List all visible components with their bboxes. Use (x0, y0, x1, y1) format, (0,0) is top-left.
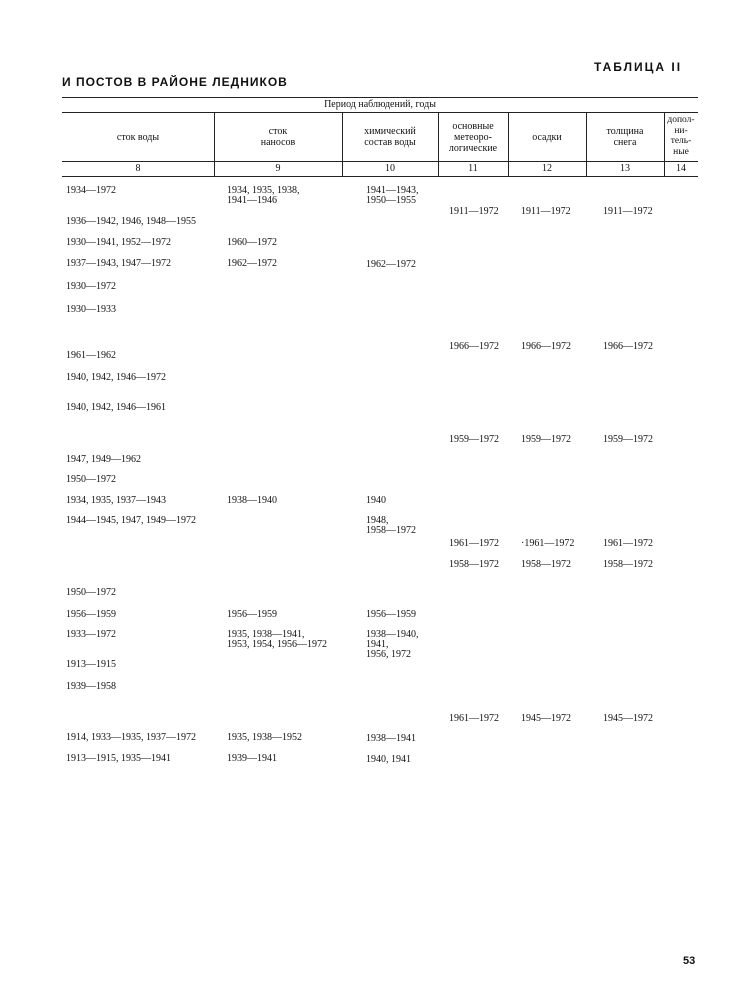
table-cell: 1938—1941 (366, 733, 416, 744)
table-cell: 1911—1972 (449, 206, 499, 217)
table-cell: 1933—1972 (66, 629, 116, 640)
column-number: 12 (542, 163, 552, 174)
table-cell: 1945—1972 (603, 713, 653, 724)
table-cell: 1934—1972 (66, 185, 116, 196)
column-header: химический состав воды (364, 126, 416, 148)
table-cell: 1940, 1941 (366, 754, 411, 765)
column-header: осадки (532, 131, 562, 143)
table-cell: 1958—1972 (449, 559, 499, 570)
table-cell: 1940 (366, 495, 386, 506)
table-cell: 1945—1972 (521, 713, 571, 724)
table-cell: 1937—1943, 1947—1972 (66, 258, 171, 269)
group-header: Период наблюдений, годы (324, 99, 436, 110)
table-cell: 1940, 1942, 1946—1972 (66, 372, 166, 383)
column-number: 11 (468, 163, 478, 174)
column-number: 10 (385, 163, 395, 174)
column-number: 8 (135, 163, 141, 174)
page-number: 53 (683, 955, 696, 967)
table-cell: 1930—1972 (66, 281, 116, 292)
table-cell: 1959—1972 (603, 434, 653, 445)
table-cell: 1911—1972 (521, 206, 571, 217)
table-cell: 1950—1972 (66, 474, 116, 485)
table-label: ТАБЛИЦА II (594, 60, 683, 74)
table-cell: 1939—1958 (66, 681, 116, 692)
table-cell: 1938—1940 (227, 495, 277, 506)
table-cell: 1966—1972 (603, 341, 653, 352)
table-cell: 1962—1972 (366, 259, 416, 270)
table-cell: 1911—1972 (603, 206, 653, 217)
column-number: 9 (275, 163, 281, 174)
table-cell: 1940, 1942, 1946—1961 (66, 402, 166, 413)
table-cell: 1913—1915, 1935—1941 (66, 753, 171, 764)
table-cell: 1930—1941, 1952—1972 (66, 237, 171, 248)
table-cell: 1934, 1935, 1937—1943 (66, 495, 166, 506)
table-cell: 1956—1959 (366, 609, 416, 620)
column-header: допол- ни- тель- ные (667, 115, 695, 157)
table-top-rule (62, 97, 698, 98)
table-cell: 1961—1972 (603, 538, 653, 549)
table-cell: 1956—1959 (66, 609, 116, 620)
table-cell: 1958—1972 (521, 559, 571, 570)
table-cell: 1938—1940, 1941, 1956, 1972 (366, 629, 419, 660)
table-cell: 1961—1962 (66, 350, 116, 361)
table-cell: 1941—1943, 1950—1955 (366, 185, 419, 206)
group-header-rule (62, 112, 698, 113)
table-cell: 1935, 1938—1941, 1953, 1954, 1956—1972 (227, 629, 327, 650)
table-cell: 1956—1959 (227, 609, 277, 620)
table-cell: 1960—1972 (227, 237, 277, 248)
table-cell: 1961—1972 (449, 538, 499, 549)
table-cell: 1966—1972 (521, 341, 571, 352)
column-header: сток наносов (260, 126, 296, 148)
table-cell: 1913—1915 (66, 659, 116, 670)
number-row-rule (62, 161, 698, 162)
table-header-bottom-rule (62, 176, 698, 177)
page-heading: И ПОСТОВ В РАЙОНЕ ЛЕДНИКОВ (62, 75, 288, 89)
table-cell: 1947, 1949—1962 (66, 454, 141, 465)
table-cell: 1930—1933 (66, 304, 116, 315)
table-cell: 1934, 1935, 1938, 1941—1946 (227, 185, 300, 206)
table-cell: 1935, 1938—1952 (227, 732, 302, 743)
table-cell: 1944—1945, 1947, 1949—1972 (66, 515, 196, 526)
column-number: 14 (676, 163, 686, 174)
column-number: 13 (620, 163, 630, 174)
column-header: толщина снега (606, 126, 644, 148)
table-cell: 1962—1972 (227, 258, 277, 269)
table-cell: 1939—1941 (227, 753, 277, 764)
table-cell: 1959—1972 (449, 434, 499, 445)
table-cell: 1914, 1933—1935, 1937—1972 (66, 732, 196, 743)
table-cell: 1958—1972 (603, 559, 653, 570)
table-cell: 1961—1972 (449, 713, 499, 724)
table-cell: 1948, 1958—1972 (366, 515, 416, 536)
table-cell: 1966—1972 (449, 341, 499, 352)
table-cell: 1936—1942, 1946, 1948—1955 (66, 216, 196, 227)
column-header: основные метеоро- логические (448, 120, 498, 154)
table-cell: ·1961—1972 (521, 538, 575, 549)
column-header: сток воды (116, 131, 160, 143)
table-cell: 1959—1972 (521, 434, 571, 445)
table-cell: 1950—1972 (66, 587, 116, 598)
